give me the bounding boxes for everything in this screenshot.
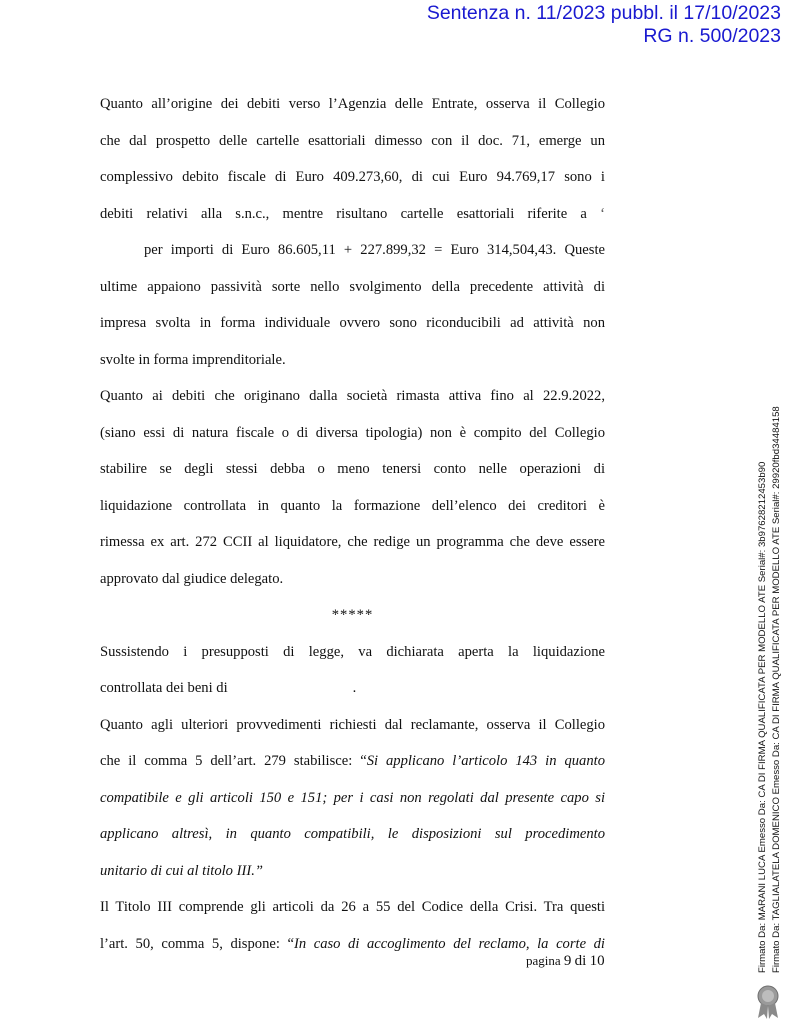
page-number: 9 — [563, 953, 572, 969]
text-line: Quanto all’origine dei debiti verso l’Agenzia delle Entrate, osserva il Collegio — [100, 96, 605, 112]
document-header — [427, 2, 781, 48]
quoted-law: In caso di accoglimento del reclamo, la corte di — [293, 935, 605, 952]
quoted-law: Si applicano l’articolo 143 in quanto — [366, 753, 605, 769]
page-footer — [526, 953, 605, 970]
paragraph-1 — [100, 86, 605, 378]
paragraph-5 — [100, 889, 605, 962]
text-line: svolte in forma imprenditoriale. — [100, 351, 286, 368]
digital-signature-2: Firmato Da: TAGLIALATELA DOMENICO Emesso Da: CA DI FIRMA QUALIFICATA PER MODELLO ATE Serial#: 29920fbd34484158 — [771, 406, 782, 973]
text-line: per importi di Euro 86.605,11 + 227.899,32 = Euro 314,504,43. Queste — [144, 242, 605, 258]
text-line: compatibile e gli articoli 150 e 151; per i casi non regolati dal presente capo si — [100, 789, 605, 806]
text-line: liquidazione controllata in quanto la formazione dell’elenco dei creditori è — [100, 497, 605, 514]
redacted-text: ‘ — [600, 205, 605, 222]
document-body — [100, 86, 605, 962]
page-total: 10 — [589, 953, 605, 969]
text-line: Il Titolo III comprende gli articoli da 26 a 55 del Codice della Crisi. Tra questi — [100, 899, 605, 915]
text-line: complessivo debito fiscale di Euro 409.273,60, di cui Euro 94.769,17 sono i — [100, 169, 605, 185]
paragraph-3 — [100, 634, 605, 707]
text-line: Quanto ai debiti che originano dalla società rimasta attiva fino al 22.9.2022, — [100, 388, 605, 404]
text-line: stabilire se degli stessi debba o meno tenersi conto nelle operazioni di — [100, 461, 605, 477]
signature-seal-icon — [753, 984, 783, 1020]
case-number: RG n. 500/2023 — [643, 25, 781, 47]
page-label: pagina — [526, 953, 561, 968]
text-line: che dal prospetto delle cartelle esattoriali dimesso con il doc. 71, emerge un — [100, 132, 605, 149]
page-of-label: di — [574, 953, 587, 969]
text-line: applicano altresì, in quanto compatibili, le disposizioni sul procedimento — [100, 826, 605, 842]
sentence-reference: Sentenza n. 11/2023 pubbl. il 17/10/2023 — [426, 2, 781, 24]
text-line: Quanto agli ulteriori provvedimenti richiesti dal reclamante, osserva il Collegio — [100, 716, 605, 733]
text-line: debiti relativi alla s.n.c., mentre risultano cartelle esattoriali riferite a ‘ — [100, 205, 605, 222]
text-line: ultime appaiono passività sorte nello svolgimento della precedente attività di — [100, 278, 605, 295]
text-line: approvato dal giudice delegato. — [100, 570, 284, 587]
text-line: controllata dei beni di . — [100, 680, 357, 696]
text-line: unitario di cui al titolo III.” — [100, 862, 263, 879]
text-line: l’art. 50, comma 5, dispone: “In caso di accoglimento del reclamo, la corte di — [100, 935, 605, 952]
paragraph-2 — [100, 378, 605, 597]
text-line: rimessa ex art. 272 CCII al liquidatore, che redige un programma che deve essere — [100, 534, 605, 550]
digital-signature-1: Firmato Da: MARANI LUCA Emesso Da: CA DI FIRMA QUALIFICATA PER MODELLO ATE Serial#: 3b97628212453b90 — [757, 461, 768, 973]
text-line: che il comma 5 dell’art. 279 stabilisce: “Si applicano l’articolo 143 in quanto — [100, 753, 605, 769]
section-separator: ***** — [331, 607, 374, 623]
paragraph-4 — [100, 707, 605, 890]
text-line: Sussistendo i presupposti di legge, va dichiarata aperta la liquidazione — [100, 643, 605, 660]
text-line: (siano essi di natura fiscale o di diversa tipologia) non è compito del Collegio — [100, 424, 605, 441]
text-line: impresa svolta in forma individuale ovvero sono riconducibili ad attività non — [100, 315, 605, 331]
